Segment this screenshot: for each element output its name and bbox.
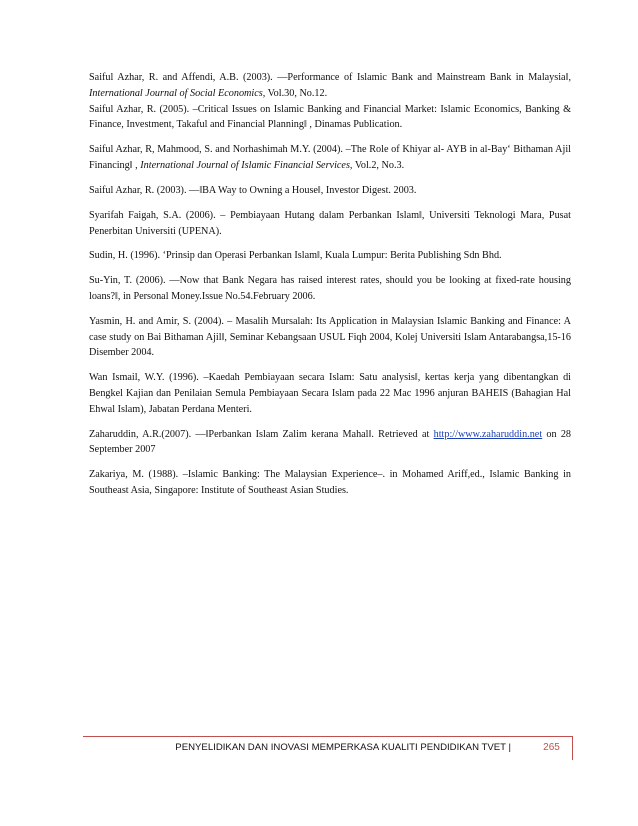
reference-entry (89, 142, 571, 174)
reference-entry (89, 314, 571, 361)
reference-entry (89, 70, 571, 102)
journal-title: International Journal of Islamic Financial Services (140, 160, 350, 172)
reference-entry (89, 208, 571, 240)
page-number: 265 (531, 736, 573, 760)
reference-text: Saiful Azhar, R. (2003). ―‖BA Way to Owning a House‖, Investor Digest. 2003. (89, 184, 417, 196)
reference-text: on 28 September 2007 (89, 428, 572, 456)
reference-text: Zaharuddin, A.R.(2007). ―‖Perbankan Islam Zalim kerana Mahal‖. Retrieved at (89, 428, 434, 440)
reference-entry (89, 248, 571, 264)
reference-text: Saiful Azhar, R, Mahmood, S. and Norhashimah M.Y. (2004). –The Role of Khiyar al- AYB in al-Bay‘ Bithaman Ajil Financing‖ , (89, 144, 571, 172)
footer-divider (83, 736, 531, 737)
reference-entry (89, 102, 571, 134)
reference-list (89, 70, 571, 508)
page-footer (83, 736, 573, 760)
reference-text: Zakariya, M. (1988). –Islamic Banking: The Malaysian Experience–. in Mohamed Ariff,ed., Islamic Banking in Southeast Asia, Singapore: Institute of Southeast Asian Studies. (89, 469, 571, 497)
reference-text: Wan Ismail, W.Y. (1996). –Kaedah Pembiayaan secara Islam: Satu analysis‖, kertas kerja yang dibentangkan di Bengkel Kajian dan Penilaian Semula Pembiayaan Secara Islam pada 22 Mac 1996 anjuran BAHEIS (Bahagian Hal Ehwal Islam), Jabatan Perdana Menteri. (89, 372, 571, 415)
reference-entry (89, 467, 571, 499)
reference-entry (89, 427, 571, 459)
reference-entry (89, 183, 571, 199)
footer-title: PENYELIDIKAN DAN INOVASI MEMPERKASA KUALITI PENDIDIKAN TVET | (175, 742, 511, 753)
reference-text: Su-Yin, T. (2006). ―Now that Bank Negara has raised interest rates, should you be looking at fixed-rate housing loans?‖, in Personal Money.Issue No.54.February 2006. (89, 275, 571, 302)
zaharuddin-link[interactable]: http://www.zaharuddin.net (433, 428, 543, 440)
reference-text: Yasmin, H. and Amir, S. (2004). – Masalih Mursalah: Its Application in Malaysian Islamic Banking and Finance: A case study on Bai Bithaman Ajil‖, Seminar Kebangsaan USUL Fiqh 2004, Kolej Universiti Islam Antarabangsa,15-16 Disember 2004. (89, 315, 571, 359)
reference-text: Saiful Azhar, R. and Affendi, A.B. (2003). ―Performance of Islamic Bank and Mainstream Bank in Malaysia‖, (89, 72, 571, 83)
reference-text: Syarifah Faigah, S.A. (2006). – Pembiayaan Hutang dalam Perbankan Islam‖, Universiti Teknologi Mara, Pusat Penerbitan Universiti (UPENA). (89, 209, 571, 237)
reference-text: Saiful Azhar, R. (2005). –Critical Issues on Islamic Banking and Financial Market: Islamic Economics, Banking & Finance, Investment, Takaful and Financial Planning‖ , Dinamas Publication. (89, 103, 571, 131)
reference-text: Vol.30, No.12. (265, 87, 328, 99)
journal-title: International Journal of Social Economics, (89, 87, 266, 99)
reference-entry (89, 273, 571, 305)
reference-entry (89, 370, 571, 417)
reference-text: , Vol.2, No.3. (349, 160, 405, 172)
reference-text: Sudin, H. (1996). ‘Prinsip dan Operasi Perbankan Islam‖, Kuala Lumpur: Berita Publishing Sdn Bhd. (89, 250, 502, 262)
